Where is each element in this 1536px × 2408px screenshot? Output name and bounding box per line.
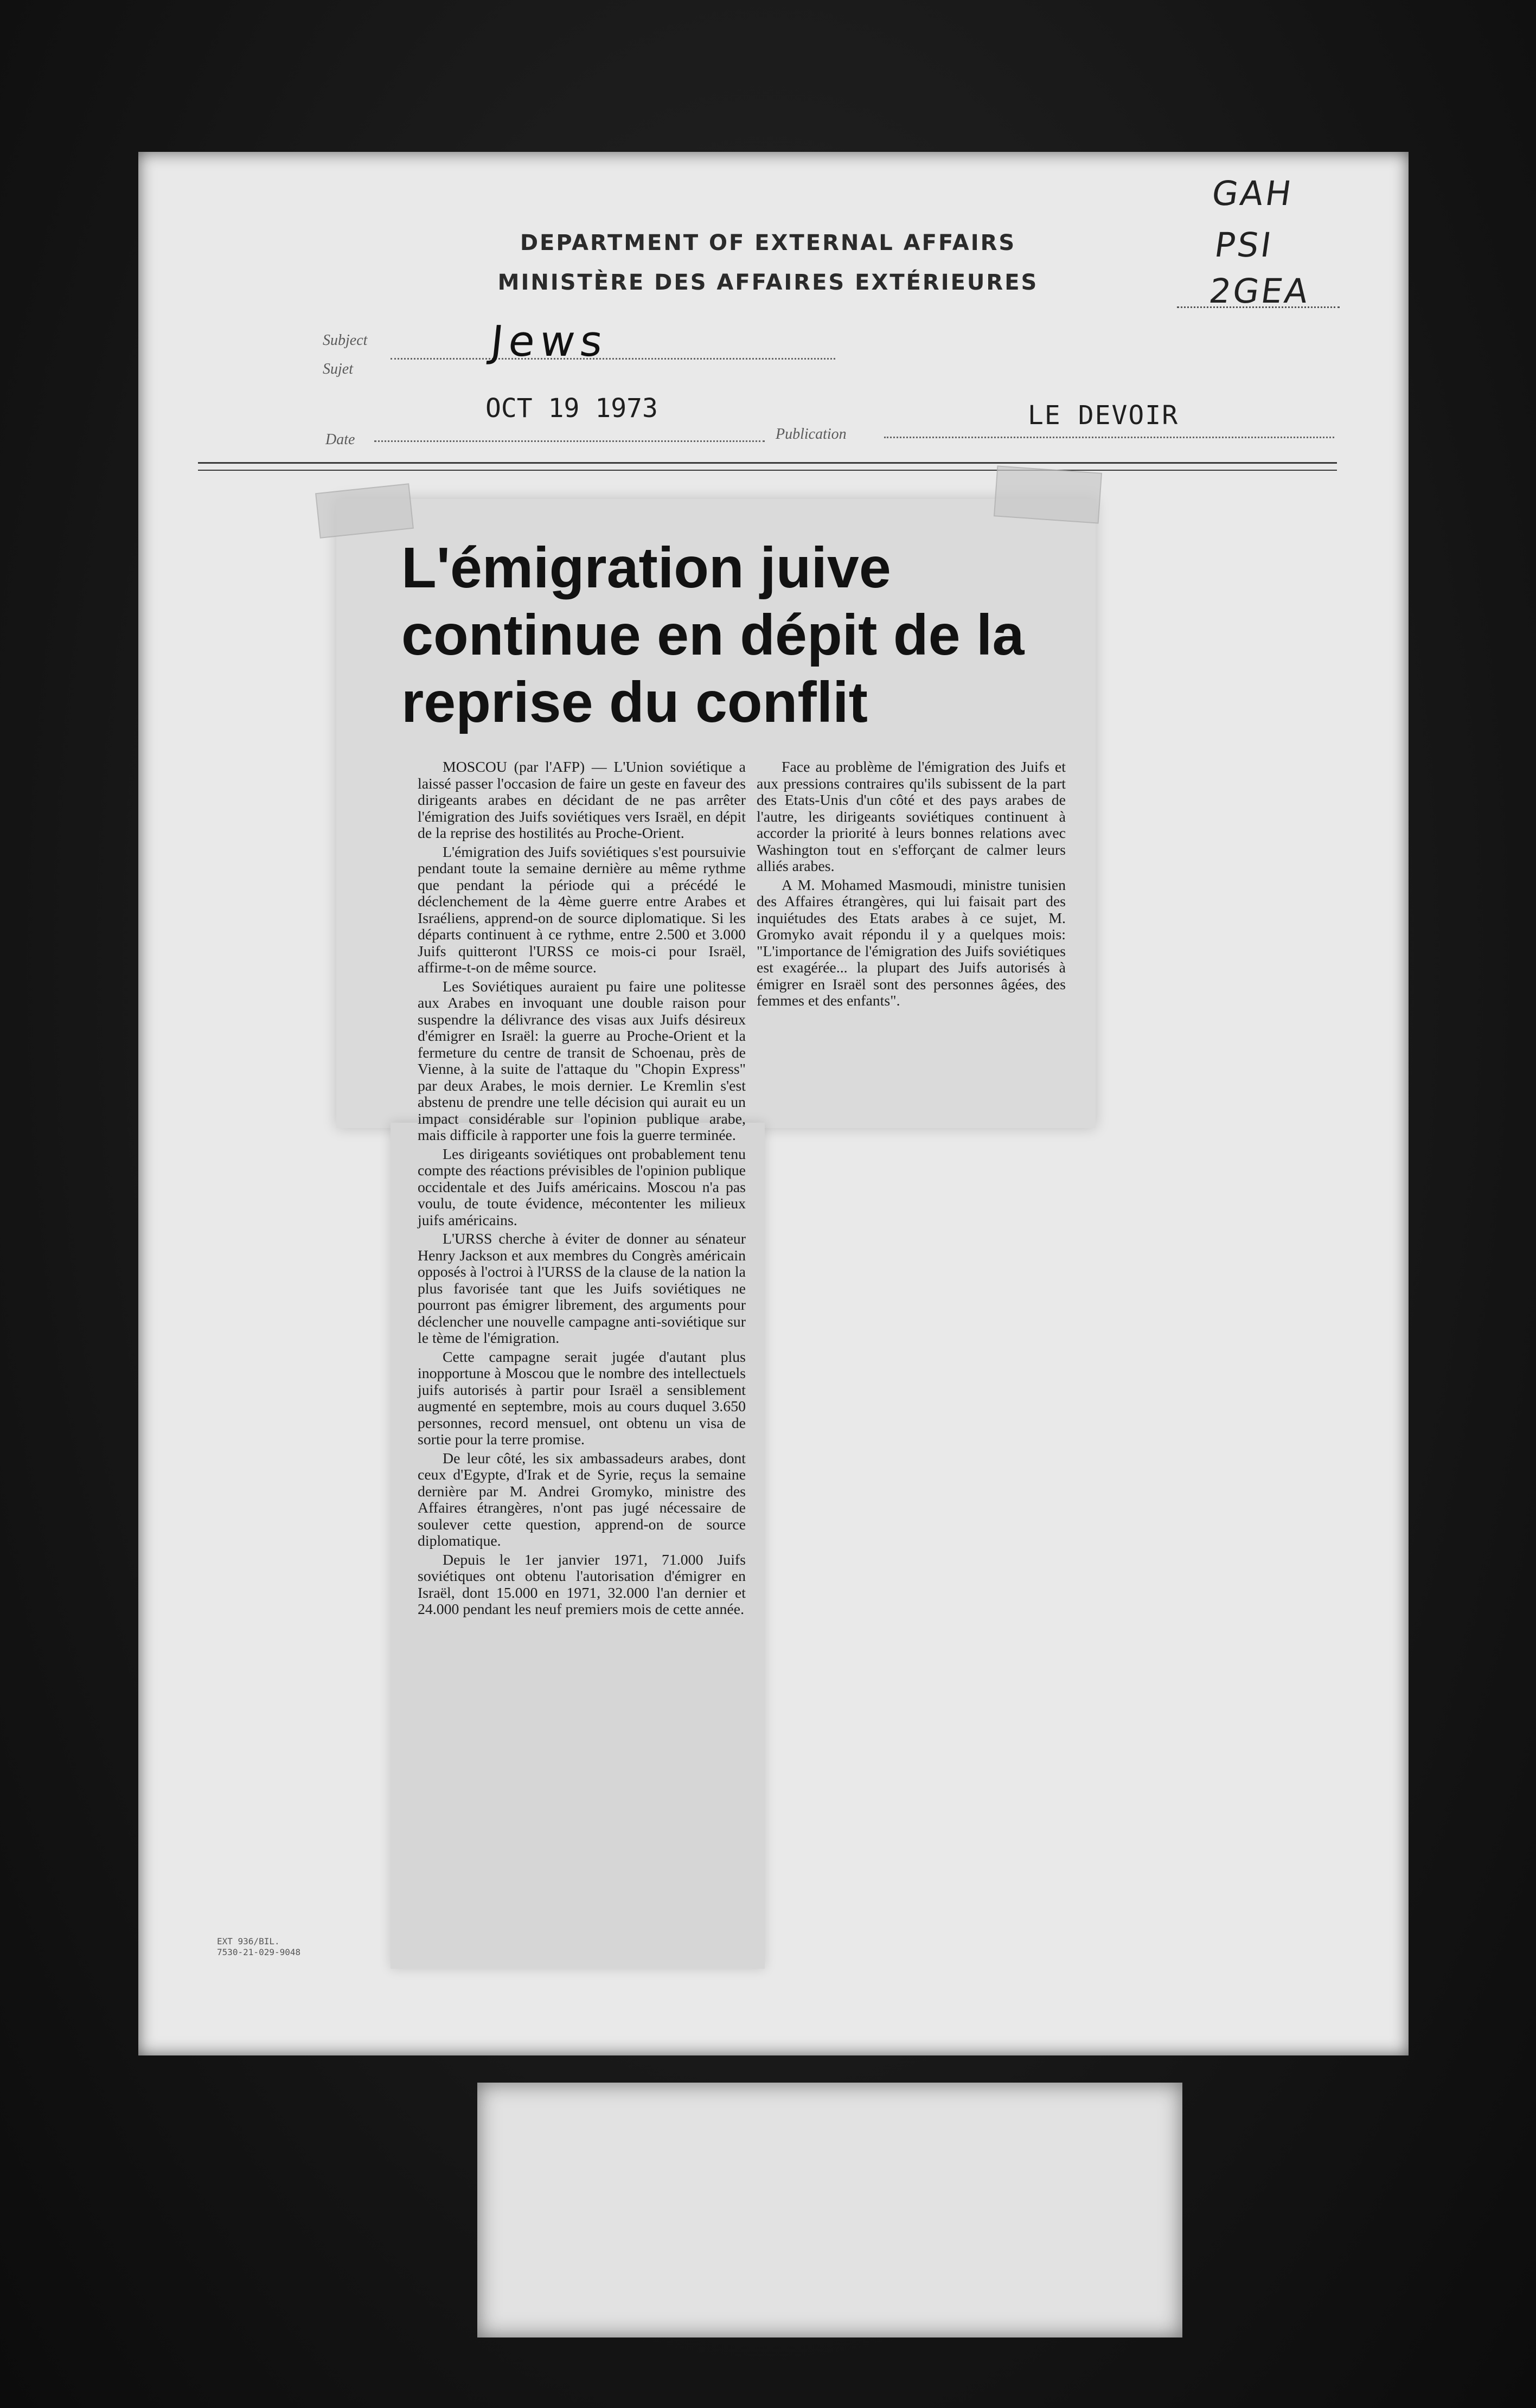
article-paragraph: De leur côté, les six ambassadeurs arabes, dont ceux d'Egypte, d'Irak et de Syrie, reçus la semaine dernière par M. Andrei Gromyko, ministre des Affaires étrangères, n'ont pas jugé nécessaire de soulever cette question, apprend-on de source diplomatique.	[418, 1450, 746, 1549]
sujet-label: Sujet	[323, 361, 353, 377]
header-rule-top	[198, 462, 1337, 464]
article-right-column	[757, 759, 1066, 1012]
publication-dotted-line	[884, 437, 1334, 438]
article-headline: L'émigration juive continue en dépit de la reprise du conflit	[401, 536, 1025, 734]
handwritten-underline	[1177, 306, 1340, 308]
department-header-en: DEPARTMENT OF EXTERNAL AFFAIRS	[520, 230, 1016, 255]
date-label: Date	[325, 431, 355, 448]
form-code-line-2: 7530-21-029-9048	[217, 1947, 301, 1957]
subject-label: Subject	[323, 332, 368, 349]
form-code	[217, 1936, 300, 1958]
subject-dotted-line	[391, 358, 835, 360]
tape-strip-right	[994, 465, 1102, 523]
handwritten-code-1: GAH	[1209, 174, 1296, 213]
subject-value: Jews	[488, 317, 611, 366]
article-paragraph: L'émigration des Juifs soviétiques s'est poursuivie pendant toute la semaine dernière au même rythme que pendant la période qui a précédé le déclenchement de la 4ème guerre entre Arabes et Israéliens, apprend-on de source diplomatique. Si les départs continuent à ce rythme, entre 2.500 et 3.000 Juifs quitteront l'URSS ce mois-ci pour Israël, affirme-t-on de même source.	[418, 843, 746, 976]
date-stamp: OCT 19 1973	[485, 393, 658, 424]
handwritten-code-2: PSI	[1212, 225, 1276, 265]
article-paragraph: A M. Mohamed Masmoudi, ministre tunisien des Affaires étrangères, qui lui faisait part des inquiétudes des Etats arabes à ce sujet, M. Gromyko avait répondu il y a quelques mois: "L'importance de l'émigration des Juifs soviétiques est exagérée... la plupart des Juifs autorisés à émigrer en Israël sont des personnes âgées, des femmes et des enfants".	[757, 876, 1066, 1009]
article-paragraph: MOSCOU (par l'AFP) — L'Union soviétique a laissé passer l'occasion de faire un geste en faveur des dirigeants arabes en décidant de ne pas arrêter l'émigration des Juifs soviétiques vers Israël, en dépit de la reprise des hostilités au Proche-Orient.	[418, 759, 746, 842]
header-rule-bottom	[198, 470, 1337, 471]
article-paragraph: Face au problème de l'émigration des Juifs et aux pressions contraires qu'ils subissent de la part des Etats-Unis d'un côté et des pays arabes de l'autre, les dirigeants soviétiques continuent à accorder la priorité à leurs bonnes relations avec Washington tout en s'efforçant de calmer leurs alliés arabes.	[757, 759, 1066, 875]
lower-paper-strip	[477, 2083, 1182, 2337]
form-code-line-1: EXT 936/BIL.	[217, 1936, 280, 1946]
article-left-column	[418, 759, 746, 1621]
publication-label: Publication	[776, 426, 847, 443]
article-paragraph: Cette campagne serait jugée d'autant plus inopportune à Moscou que le nombre des intellectuels juifs autorisés à partir pour Israël a sensiblement augmenté en septembre, mois au cours duquel 3.650 personnes, record mensuel, ont obtenu un visa de sortie pour la terre promise.	[418, 1348, 746, 1448]
date-dotted-line	[374, 440, 765, 442]
handwritten-code-3: 2GEA	[1206, 271, 1313, 311]
article-paragraph: Depuis le 1er janvier 1971, 71.000 Juifs soviétiques ont obtenu l'autorisation d'émigrer en Israël, dont 15.000 en 1971, 32.000 l'an dernier et 24.000 pendant les neuf premiers mois de cette année.	[418, 1551, 746, 1618]
article-paragraph: L'URSS cherche à éviter de donner au sénateur Henry Jackson et aux membres du Congrès américain opposés à l'octroi à l'URSS de la clause de la nation la plus favorisée tant que les Juifs soviétiques ne pourront pas émigrer librement, des arguments pour déclencher une nouvelle campagne anti-soviétique sur le tème de l'émigration.	[418, 1231, 746, 1347]
department-header-fr: MINISTÈRE DES AFFAIRES EXTÉRIEURES	[497, 270, 1039, 295]
publication-stamp: LE DEVOIR	[1028, 400, 1179, 431]
article-paragraph: Les Soviétiques auraient pu faire une politesse aux Arabes en invoquant une double raison pour suspendre la délivrance des visas aux Juifs désireux d'émigrer en Israël: la guerre au Proche-Orient et la fermeture du centre de transit de Schoenau, près de Vienne, à la suite de l'attaque du "Chopin Express" par deux Arabes, le mois dernier. Le Kremlin s'est abstenu de prendre une telle décision qui aurait eu un impact considérable sur l'opinion publique arabe, mais difficile à rapporter une fois la guerre terminée.	[418, 978, 746, 1144]
article-paragraph: Les dirigeants soviétiques ont probablement tenu compte des réactions prévisibles de l'opinion publique occidentale et des Juifs américains. Moscou n'a pas voulu, de toute évidence, mécontenter les milieux juifs américains.	[418, 1145, 746, 1229]
